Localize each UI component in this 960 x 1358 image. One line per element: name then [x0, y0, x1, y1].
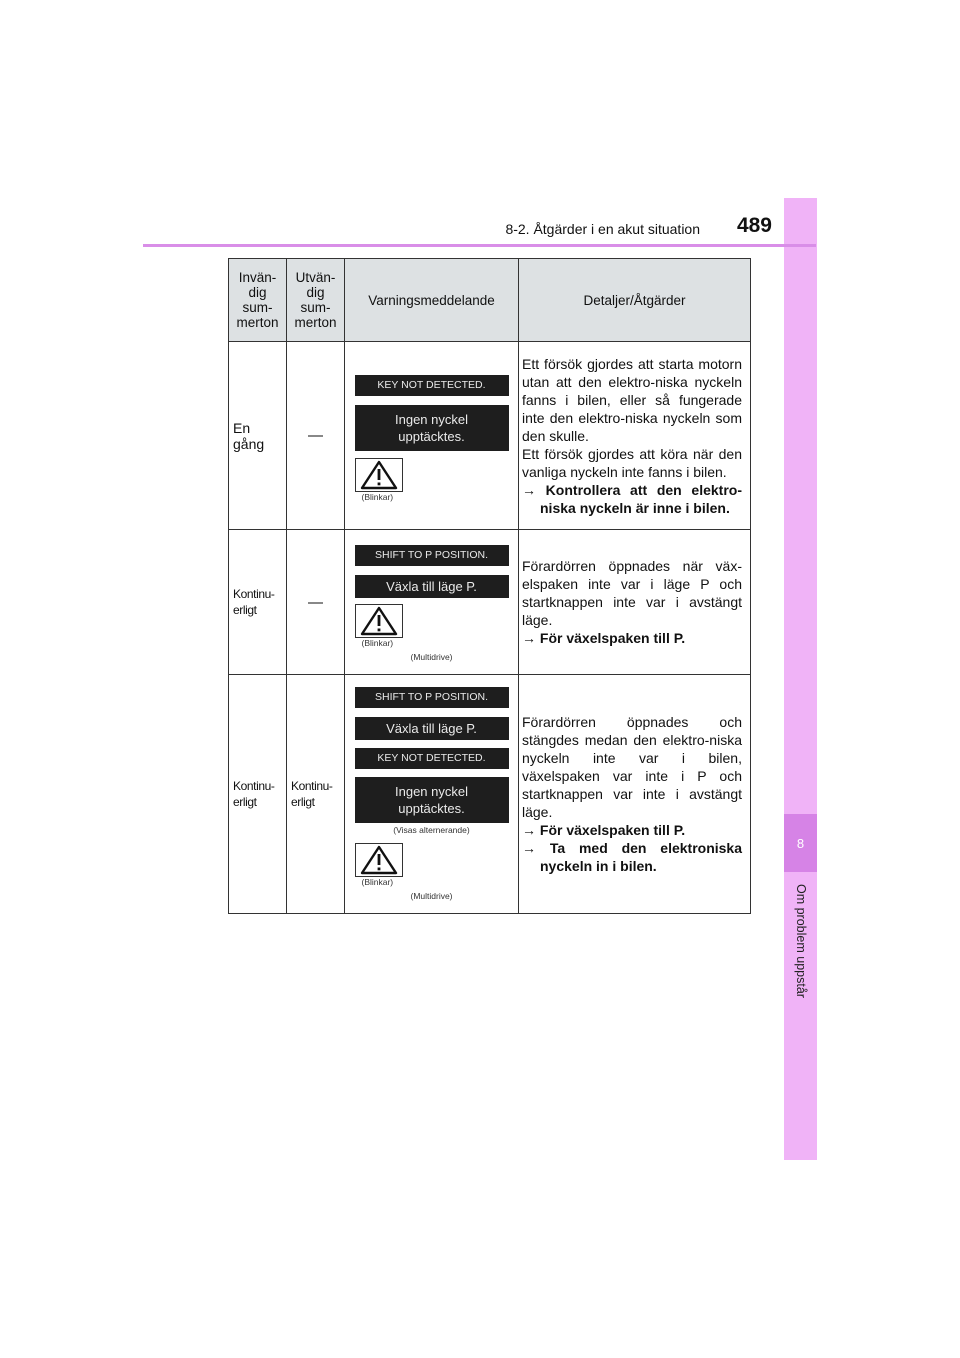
page-number: 489	[736, 214, 772, 237]
action-text: → För växelspaken till P.	[522, 822, 686, 838]
header-exterior-buzzer: Utvän- dig sum- merton	[287, 259, 345, 342]
action-text: → Ta med den elektroniska nyckeln in i bilen.	[522, 840, 742, 874]
caption-blinkar: (Blinkar)	[361, 492, 394, 502]
chapter-side-tab	[784, 198, 817, 1160]
warning-message-cell	[345, 675, 519, 914]
message-shift-to-p: SHIFT TO P POSITION.	[355, 687, 509, 708]
detail-text: Förardörren öppnades när väx-elspaken inte var i läge P och startknappen inte var i avstängt läge.	[522, 558, 742, 628]
warning-triangle-icon	[355, 458, 403, 492]
chapter-title: Om problem uppstår	[794, 884, 808, 998]
message-ingen-nyckel: Ingen nyckel upptäcktes.	[355, 405, 509, 451]
caption-blinkar: (Blinkar)	[361, 638, 394, 648]
table-row	[229, 530, 751, 675]
table-header-row	[229, 259, 751, 342]
message-ingen-nyckel: Ingen nyckel upptäcktes.	[355, 777, 509, 823]
warning-triangle-icon	[355, 843, 403, 877]
warning-triangle-icon	[355, 604, 403, 638]
detail-text: Förardörren öppnades och stängdes medan den elektro-niska nyckeln inte var i bilen, växelspaken var inte i P och startknappen var inte i avstängt läge.	[522, 714, 742, 820]
warning-message-cell	[345, 530, 519, 675]
detail-text: Ett försök gjordes att starta motorn utan att den elektro-niska nyckeln fanns i bilen, eller så fungerade inte den elektro-niska nyckeln som den skulle.	[522, 355, 742, 444]
action-text: → För växelspaken till P.	[522, 630, 686, 646]
caption-multidrive: (Multidrive)	[410, 890, 453, 901]
table-row	[229, 342, 751, 530]
chapter-number: 8	[784, 814, 817, 872]
message-vaxla-till-p: Växla till läge P.	[355, 717, 509, 740]
header-details: Detaljer/Åtgärder	[519, 259, 751, 342]
warning-message-cell	[345, 342, 519, 530]
section-title: 8-2. Åtgärder i en akut situation	[505, 221, 700, 237]
interior-buzzer-cell: Kontinu- erligt	[229, 675, 287, 914]
action-text: → Kontrollera att den elektro-niska nyckeln är inne i bilen.	[522, 481, 742, 516]
table-row	[229, 675, 751, 914]
interior-buzzer-cell: En gång	[229, 342, 287, 530]
warning-table	[228, 258, 751, 914]
caption-blinkar: (Blinkar)	[361, 876, 394, 887]
interior-buzzer-cell: Kontinu- erligt	[229, 530, 287, 675]
exterior-buzzer-cell: —	[287, 530, 345, 675]
header-rule	[143, 244, 816, 247]
caption-visas-alternerande: (Visas alternerande)	[393, 824, 470, 835]
caption-multidrive: (Multidrive)	[410, 652, 453, 662]
exterior-buzzer-cell: —	[287, 342, 345, 530]
detail-text: Ett försök gjordes att köra när den vanliga nyckeln inte fanns i bilen.	[522, 445, 742, 480]
exterior-buzzer-cell: Kontinu- erligt	[287, 675, 345, 914]
details-cell	[519, 675, 751, 914]
message-key-not-detected: KEY NOT DETECTED.	[355, 748, 509, 769]
details-cell	[519, 530, 751, 675]
message-vaxla-till-p: Växla till läge P.	[355, 575, 509, 598]
header-interior-buzzer: Invän- dig sum- merton	[229, 259, 287, 342]
message-shift-to-p: SHIFT TO P POSITION.	[355, 545, 509, 566]
message-key-not-detected: KEY NOT DETECTED.	[355, 375, 509, 396]
header-warning-message: Varningsmeddelande	[345, 259, 519, 342]
details-cell	[519, 342, 751, 530]
